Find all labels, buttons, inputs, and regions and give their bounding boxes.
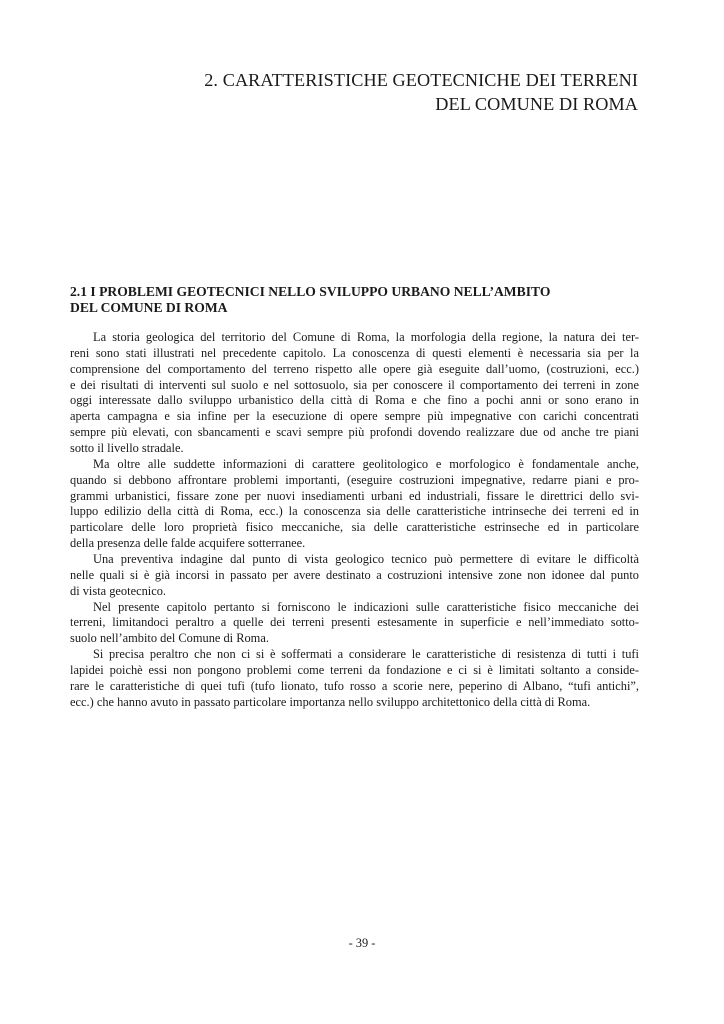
section-heading (70, 284, 650, 316)
paragraph-2 (70, 457, 639, 552)
body-text (70, 330, 639, 711)
text-line: Si precisa peraltro che non ci si è soffermati a considerare le caratteristiche di resistenza di tutti i tufi (93, 647, 639, 662)
paragraph-3 (70, 552, 639, 600)
section-heading-line-1: 2.1 I PROBLEMI GEOTECNICI NELLO SVILUPPO URBANO NELL’AMBITO (70, 284, 551, 299)
text-line: luppo edilizio della città di Roma, ecc.) la conoscenza sia delle caratteristiche intrinseche dei terreni ed in (70, 504, 639, 519)
text-line: rare le caratteristiche di quei tufi (tufo lionato, tufo rosso a scorie nere, peperino di Albano, “tufi antichi”, (70, 678, 639, 693)
text-line: quando si debbono affrontare problemi importanti, (eseguire costruzioni impegnative, redarre piani e pro- (70, 472, 639, 487)
chapter-title (138, 68, 638, 116)
text-line: ecc.) che hanno avuto in passato particolare importanza nello sviluppo architettonico della città di Roma. (70, 694, 591, 709)
text-line: nelle quali si è già incorsi in passato per avere destinato a costruzioni intensive zone non idonee dal punto (70, 567, 639, 582)
text-line: comprensione del comportamento del terreno rispetto alle opere già eseguite dall’uomo, (costruzioni, ecc.) (70, 361, 639, 376)
chapter-title-line-1: 2. CARATTERISTICHE GEOTECNICHE DEI TERRENI (204, 70, 638, 90)
text-line: aperta campagna e sia infine per la esecuzione di opere sempre più impegnative con carichi concentrati (70, 409, 639, 424)
text-line: grammi urbanistici, fissare zone per nuovi insediamenti urbani ed industriali, fissare le direttrici dello svi- (70, 488, 639, 503)
page-number: - 39 - (348, 936, 376, 950)
text-line: La storia geologica del territorio del Comune di Roma, la morfologia della regione, la natura dei ter- (93, 330, 639, 344)
text-line: reni sono stati illustrati nel precedente capitolo. La conoscenza di questi elementi è necessaria sia per la (70, 345, 639, 360)
text-line: di vista geotecnico. (70, 583, 166, 598)
chapter-title-line-2: DEL COMUNE DI ROMA (435, 94, 638, 114)
text-line: oggi interessate dallo sviluppo urbanistico della città di Roma e che fino a pochi anni or sono erano in (70, 393, 639, 408)
text-line: lapidei poichè essi non pongono problemi come terreni da fondazione e ci si è limitati soltanto a conside- (70, 663, 639, 678)
paragraph-1 (70, 330, 639, 457)
text-line: e dei risultati di interventi sul suolo e nel sottosuolo, sia per conoscere il comportamento dei terreni in zone (70, 377, 639, 392)
text-line: sempre più elevati, con sbancamenti e scavi sempre più profondi dovendo realizzare due od anche tre piani (70, 425, 639, 440)
paragraph-4 (70, 600, 639, 648)
text-line: sotto il livello stradale. (70, 441, 184, 456)
section-heading-line-2: DEL COMUNE DI ROMA (70, 300, 228, 315)
text-line: particolare delle loro proprietà fisico meccaniche, sia delle caratteristiche estrinseche ed in particolare (70, 520, 639, 535)
text-line: Una preventiva indagine dal punto di vista geologico tecnico può permettere di evitare le difficoltà (93, 552, 639, 567)
text-line: della presenza delle falde acquifere sotterranee. (70, 536, 306, 551)
text-line: Ma oltre alle suddette informazioni di carattere geolitologico e morfologico è fondamentale anche, (93, 456, 639, 471)
paragraph-5 (70, 647, 639, 710)
text-line: Nel presente capitolo pertanto si forniscono le indicazioni sulle caratteristiche fisico meccaniche dei (93, 599, 639, 614)
text-line: terreni, limitandoci peraltro a quelle dei terreni presenti estesamente in superficie e nell’immediato sotto- (70, 615, 639, 630)
text-line: suolo nell’ambito del Comune di Roma. (70, 631, 269, 646)
